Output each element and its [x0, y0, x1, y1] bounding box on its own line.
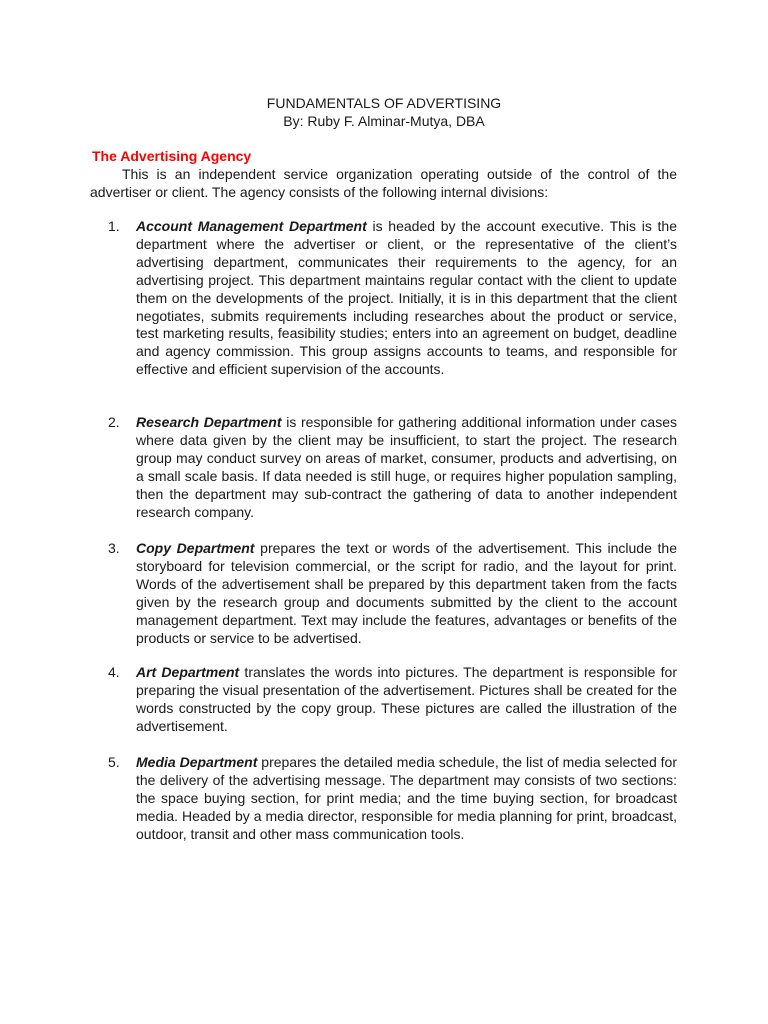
department-name: Media Department	[136, 754, 258, 770]
list-item	[108, 540, 677, 647]
title-block	[0, 94, 768, 130]
list-item-body	[136, 754, 677, 844]
list-item-body	[136, 664, 677, 736]
list-item-body	[136, 218, 677, 379]
list-item-number: 1.	[108, 218, 120, 234]
department-name: Art Department	[136, 664, 240, 680]
section-heading: The Advertising Agency	[92, 148, 252, 164]
list-item-number: 5.	[108, 754, 120, 770]
list-item-number: 4.	[108, 664, 120, 680]
department-name: Copy Department	[136, 540, 255, 556]
list-item-number: 2.	[108, 414, 120, 430]
intro-paragraph: This is an independent service organization operating outside of the control of the advertiser or client. The agency consists of the following internal divisions:	[90, 166, 677, 200]
department-name: Account Management Department	[136, 218, 367, 234]
list-item-body	[136, 414, 677, 521]
department-description: translates the words into pictures. The department is responsible for preparing the visual presentation of the advertisement. Pictures shall be created for the words constructed by the copy group. These pictures are called the illustration of the advertisement.	[136, 664, 677, 734]
list-item	[108, 664, 677, 736]
list-item	[108, 754, 677, 844]
list-item	[108, 414, 677, 521]
department-description: is responsible for gathering additional information under cases where data given by the client may be insufficient, to start the project. The research group may conduct survey on areas of market, consumer, products and advertising, on a small scale basis. If data needed is still huge, or requires higher population sampling, then the department may sub-contract the gathering of data to another independent research company.	[136, 414, 677, 520]
list-item-body	[136, 540, 677, 647]
department-description: is headed by the account executive. This is the department where the advertiser or client, or the representative of the client’s advertising department, communicates their requirements to the agency, for an advertising project. This department maintains regular contact with the client to update them on the developments of the project. Initially, it is in this department that the client negotiates, submits requirements including researches about the product or service, test marketing results, feasibility studies; enters into an agreement on budget, deadline and agency commission. This group assigns accounts to teams, and responsible for effective and efficient supervision of the accounts.	[136, 218, 677, 378]
list-item	[108, 218, 677, 379]
department-description: prepares the detailed media schedule, the list of media selected for the delivery of the advertising message. The department may consists of two sections: the space buying section, for print media; and the time buying section, for broadcast media. Headed by a media director, responsible for media planning for print, broadcast, outdoor, transit and other mass communication tools.	[136, 754, 677, 842]
document-author: By: Ruby F. Alminar-Mutya, DBA	[283, 113, 485, 129]
list-item-number: 3.	[108, 540, 120, 556]
department-description: prepares the text or words of the advertisement. This include the storyboard for television commercial, or the script for radio, and the layout for print. Words of the advertisement shall be prepared by this department taken from the facts given by the research group and documents submitted by the client to the account management department. Text may include the features, advantages or benefits of the products or service to be advertised.	[136, 540, 678, 646]
department-name: Research Department	[136, 414, 282, 430]
document-title: FUNDAMENTALS OF ADVERTISING	[266, 95, 502, 111]
